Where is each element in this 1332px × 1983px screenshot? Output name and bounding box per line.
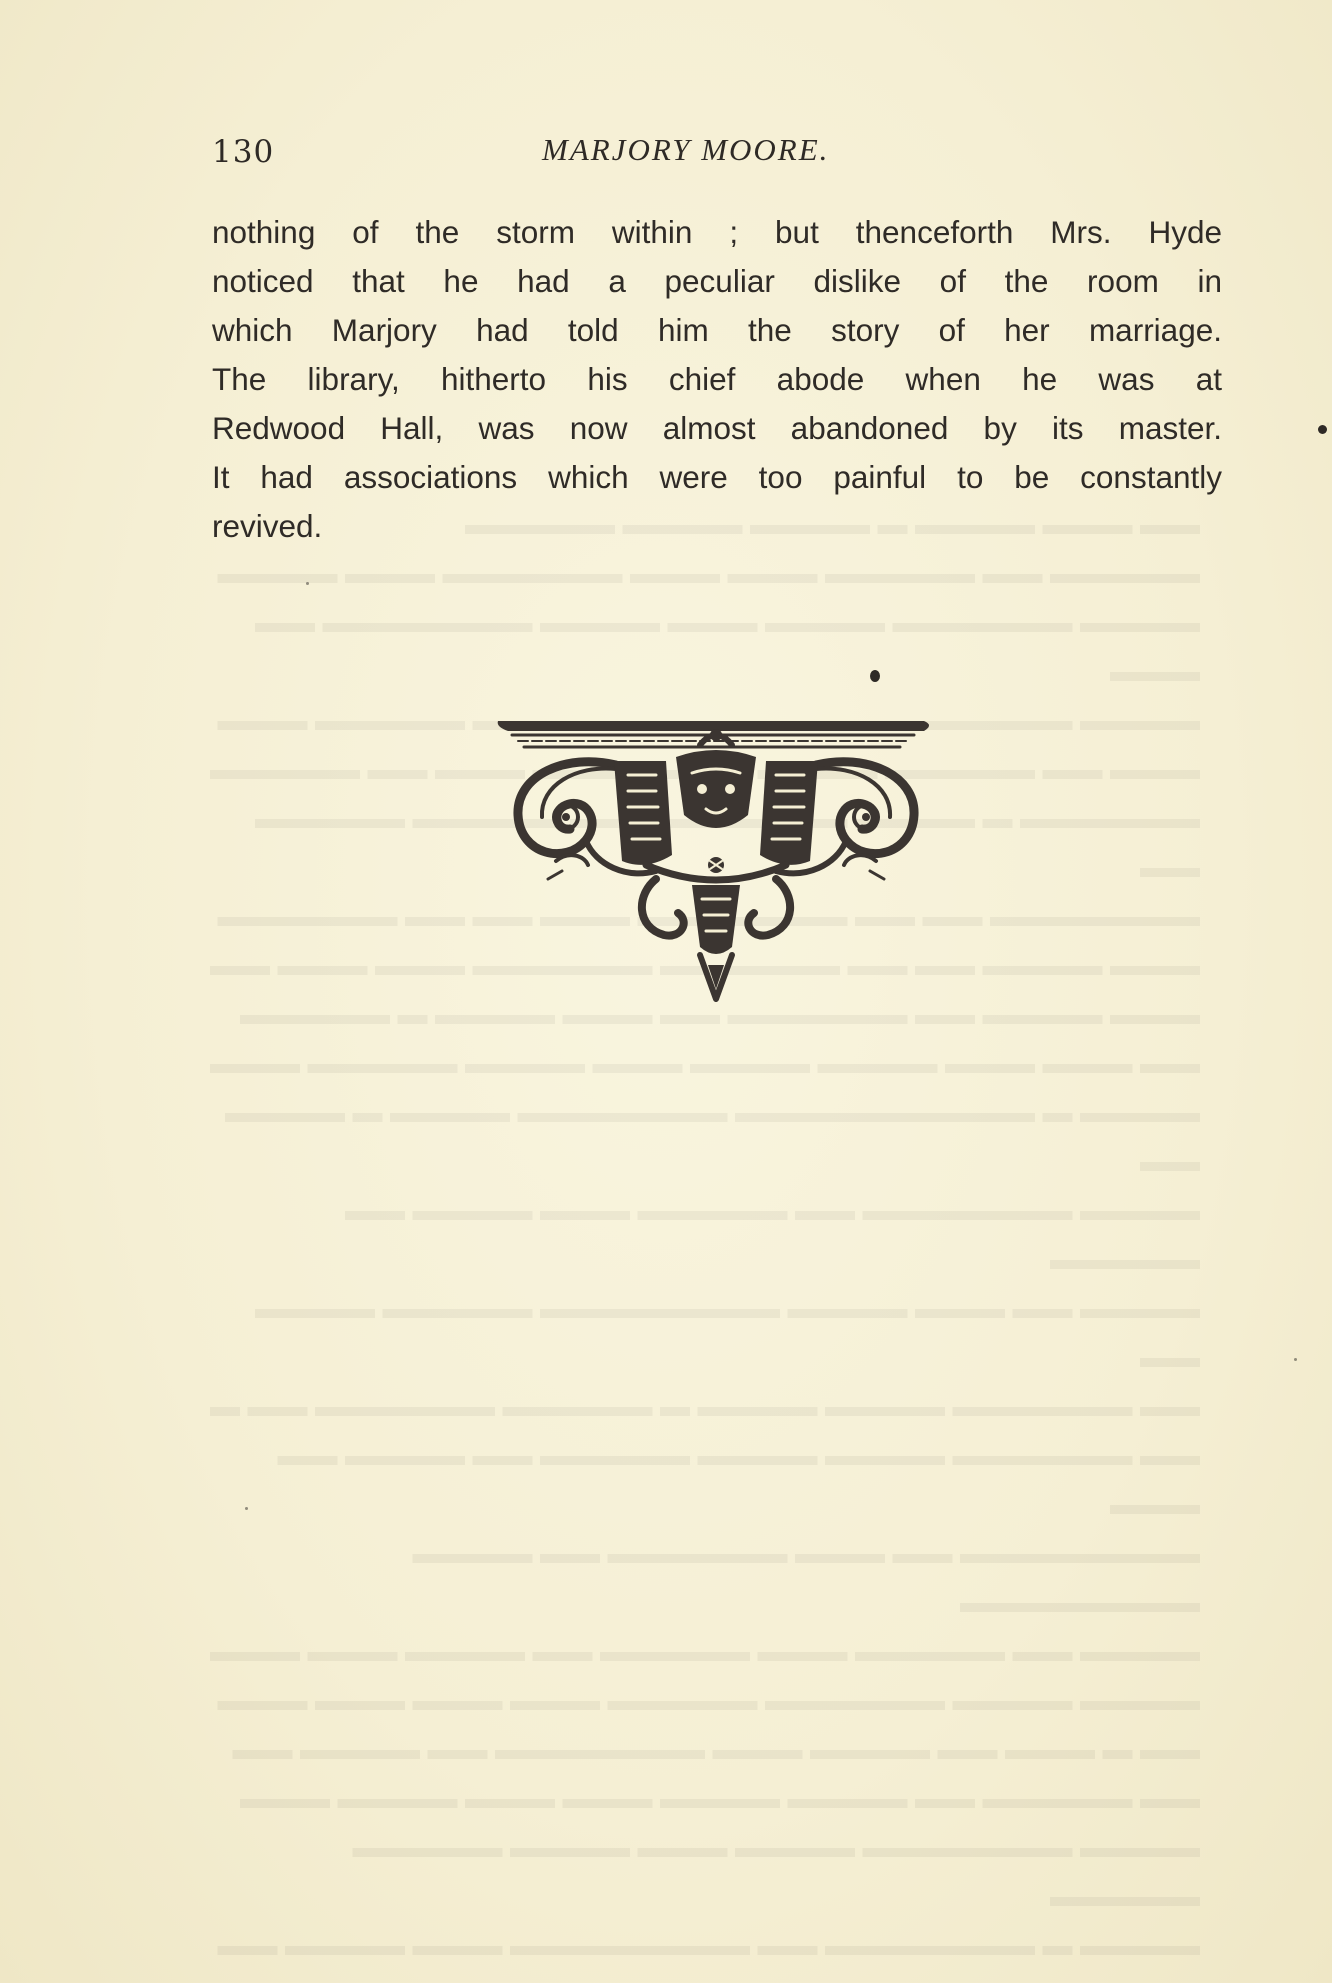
ink-speck <box>1318 425 1327 434</box>
text-line: noticed that he had a peculiar dislike of the room in <box>212 263 1222 299</box>
ink-speck <box>1294 1358 1297 1361</box>
ink-speck <box>306 582 309 585</box>
page-number: 130 <box>212 134 275 170</box>
text-line: nothing of the storm within ; but thenceforth Mrs. Hyde <box>212 214 1222 250</box>
text-line: Redwood Hall, was now almost abandoned by its master. <box>212 410 1222 446</box>
ink-speck <box>245 1507 248 1510</box>
show-through-texture: ▬▬ ▬▬▬ ▬▬▬▬ ▬ ▬▬▬▬ ▬▬▬▬ ▬▬▬▬▬ ▬▬▬▬▬ ▬▬ ▬▬▬▬▬ ▬▬▬ ▬▬▬ ▬▬▬▬▬▬ ▬▬▬ ▬▬▬▬ ▬▬▬▬ ▬▬▬▬▬▬ ▬▬▬▬ ▬▬▬ ▬▬▬▬ ▬▬▬▬▬▬▬ ▬▬ ▬▬▬ ▬▬▬▬ ▬▬▬▬▬▬▬ ▬▬▬ ▬▬▬▬ ▬▬▬ ▬▬ ▬▬▬▬▬ ▬▬▬ ▬▬▬ ▬▬ ▬▬▬▬▬ ▬▬▬▬ ▬▬▬▬ ▬▬▬ ▬▬ ▬▬▬▬▬ ▬▬▬▬▬▬ ▬ ▬▬▬▬ ▬▬ ▬▬▬▬▬ ▬▬▬▬▬ ▬▬ ▬▬▬▬▬▬▬ ▬▬ ▬▬ ▬▬▬▬▬▬▬ ▬▬▬ ▬▬ ▬▬ ▬▬▬▬▬▬ ▬▬▬ ▬▬▬▬ ▬▬ ▬▬ ▬▬▬▬▬▬ ▬▬▬▬▬▬ ▬▬▬ ▬▬▬ ▬▬ ▬▬▬ ▬▬▬▬ ▬▬ ▬▬▬▬▬▬ ▬▬ ▬▬▬ ▬▬▬▬ ▬ ▬▬▬▬▬ ▬▬ ▬▬▬ ▬▬▬ ▬▬▬▬ ▬▬▬▬ ▬▬▬ ▬▬▬▬ ▬▬▬▬▬ ▬▬▬ ▬▬▬▬ ▬ ▬▬▬▬▬▬▬▬▬▬ ▬▬▬▬▬▬▬ ▬▬▬▬ ▬ ▬▬▬▬ ▬▬ ▬▬▬▬ ▬▬▬▬▬▬▬ ▬▬ ▬▬▬▬▬ ▬▬▬ ▬▬▬▬ ▬▬ ▬▬▬▬▬ ▬▬▬▬ ▬▬ ▬▬▬ ▬▬▬▬ ▬▬▬▬▬▬▬▬ ▬▬▬▬▬ ▬▬▬▬ ▬▬ ▬▬ ▬▬▬▬▬▬ ▬▬▬▬ ▬▬▬▬ ▬ ▬▬▬▬▬ ▬▬▬▬▬▬ ▬▬ ▬ ▬▬ ▬▬▬▬▬▬ ▬▬▬▬ ▬▬▬▬ ▬▬▬▬▬ ▬▬ ▬▬▬▬ ▬▬ ▬▬▬ ▬▬▬▬▬▬▬▬ ▬▬ ▬▬▬ ▬▬▬▬▬▬ ▬▬ ▬▬▬▬ ▬▬▬▬▬▬▬▬ ▬▬▬▬ ▬▬ ▬▬▬▬▬ ▬▬▬ ▬▬▬▬▬ ▬▬ ▬▬▬▬ ▬▬▬ ▬▬▬ ▬▬▬▬ ▬▬▬▬ ▬▬▬▬▬▬ ▬▬▬▬▬ ▬▬▬ ▬▬▬ ▬▬▬ ▬▬▬ ▬▬ ▬ ▬▬▬ ▬▬ ▬▬▬▬ ▬▬▬ ▬▬▬▬▬▬▬ ▬▬ ▬▬▬▬ ▬▬ ▬▬ ▬▬▬▬▬ ▬▬ ▬▬▬▬ ▬▬▬▬ ▬▬▬ ▬▬▬ ▬▬▬▬ ▬▬▬ ▬▬▬▬ ▬▬▬▬▬▬▬ ▬▬▬▬ ▬▬▬ ▬▬▬▬ ▬▬▬▬▬ ▬▬▬▬▬ ▬▬▬▬ ▬ ▬▬▬▬▬▬▬ ▬▬ ▬▬▬▬▬▬▬▬ ▬▬▬ ▬▬▬▬ ▬▬ <box>210 508 1200 1962</box>
text-line: which Marjory had told him the story of her marriage. <box>212 312 1222 348</box>
body-paragraph <box>212 208 1222 551</box>
running-title: MARJORY MOORE. <box>542 132 830 167</box>
ink-speck <box>870 670 880 682</box>
running-head <box>212 128 1222 178</box>
text-line: The library, hitherto his chief abode when he was at <box>212 361 1222 397</box>
text-line: revived. <box>212 508 323 544</box>
text-line: It had associations which were too painful to be constantly <box>212 459 1222 495</box>
tailpiece-ornament-icon <box>496 665 936 1025</box>
